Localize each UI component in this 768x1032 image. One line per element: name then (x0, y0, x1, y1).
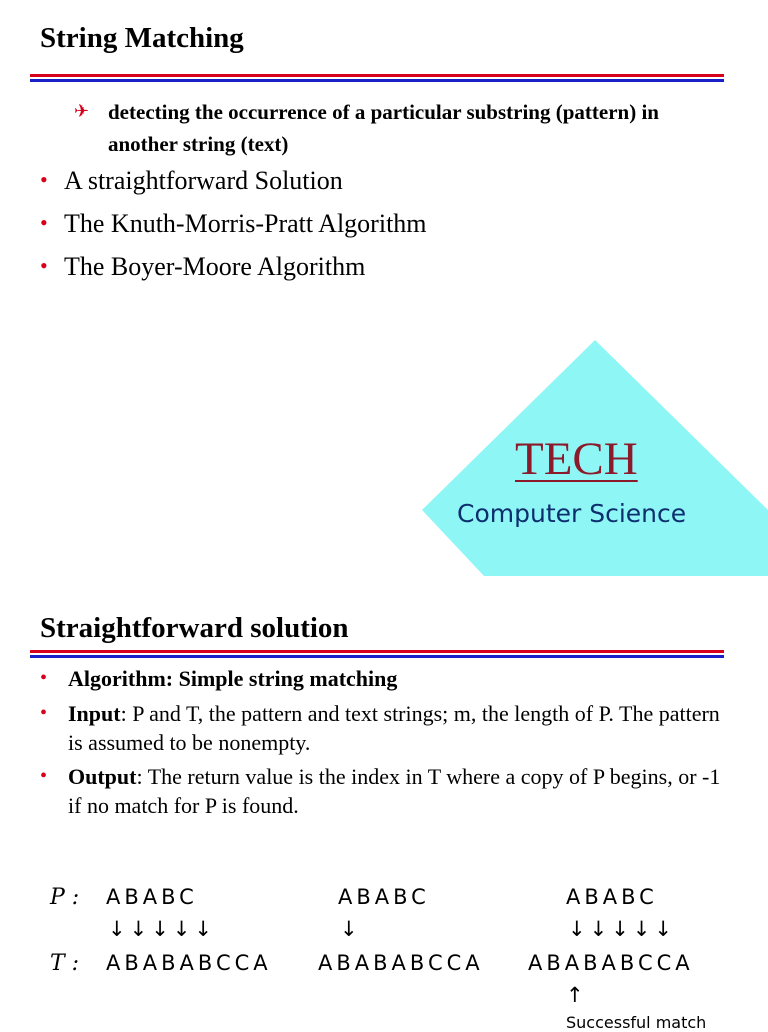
bullet-item (40, 166, 343, 196)
text-string: ABABABCCA (528, 951, 694, 975)
up-arrow: ↑ (566, 983, 588, 1007)
compare-arrows: ↓↓↓↓↓ (108, 917, 216, 941)
bullet-bold-text: Input (68, 701, 121, 726)
text-label: T : (50, 951, 80, 976)
bullet-text: : The return value is the index in T where a copy of P begins, or -1 if no match for P is found. (68, 764, 721, 818)
bullet-bold-text: Output (68, 764, 137, 789)
bullet-item (40, 762, 730, 820)
subpoint (74, 96, 694, 160)
pattern-string: ABABC (338, 885, 430, 909)
logo-subtitle: Computer Science (457, 499, 687, 528)
pattern-string: ABABC (566, 885, 658, 909)
title-divider (30, 74, 724, 82)
bullet-item (40, 209, 427, 239)
logo-title: TECH (515, 433, 638, 485)
bullet-bold-text: Algorithm: Simple string matching (68, 666, 398, 691)
bullet-dot: • (40, 667, 48, 689)
compare-arrows: ↓↓↓↓↓ (568, 917, 676, 941)
bullet-item (40, 252, 365, 282)
slide-title: String Matching (40, 22, 244, 54)
compare-arrows: ↓ (340, 917, 362, 941)
text-string: ABABABCCA (106, 951, 272, 975)
bullet-item (40, 699, 730, 757)
title-divider-2 (30, 650, 724, 658)
pattern-label: P : (50, 885, 80, 910)
bullet-dot: • (40, 253, 48, 278)
bullet-item (40, 664, 730, 693)
bullet-text: The Knuth-Morris-Pratt Algorithm (64, 209, 427, 238)
text-string: ABABABCCA (318, 951, 484, 975)
airplane-icon: ✈ (74, 101, 90, 122)
bullet-dot: • (40, 702, 48, 724)
slide-title-2: Straightforward solution (40, 612, 349, 644)
bullet-dot: • (40, 167, 48, 192)
bullet-text: : P and T, the pattern and text strings; m, the length of P. The pattern is assumed to be nonempty. (68, 701, 720, 755)
bullet-text: A straightforward Solution (64, 166, 343, 195)
bullet-dot: • (40, 765, 48, 787)
bullet-dot: • (40, 210, 48, 235)
success-caption: Successful match (566, 1013, 707, 1032)
bullet-text: The Boyer-Moore Algorithm (64, 252, 366, 281)
pattern-string: ABABC (106, 885, 198, 909)
subpoint-text: detecting the occurrence of a particular substring (pattern) in another string (text) (108, 100, 659, 156)
